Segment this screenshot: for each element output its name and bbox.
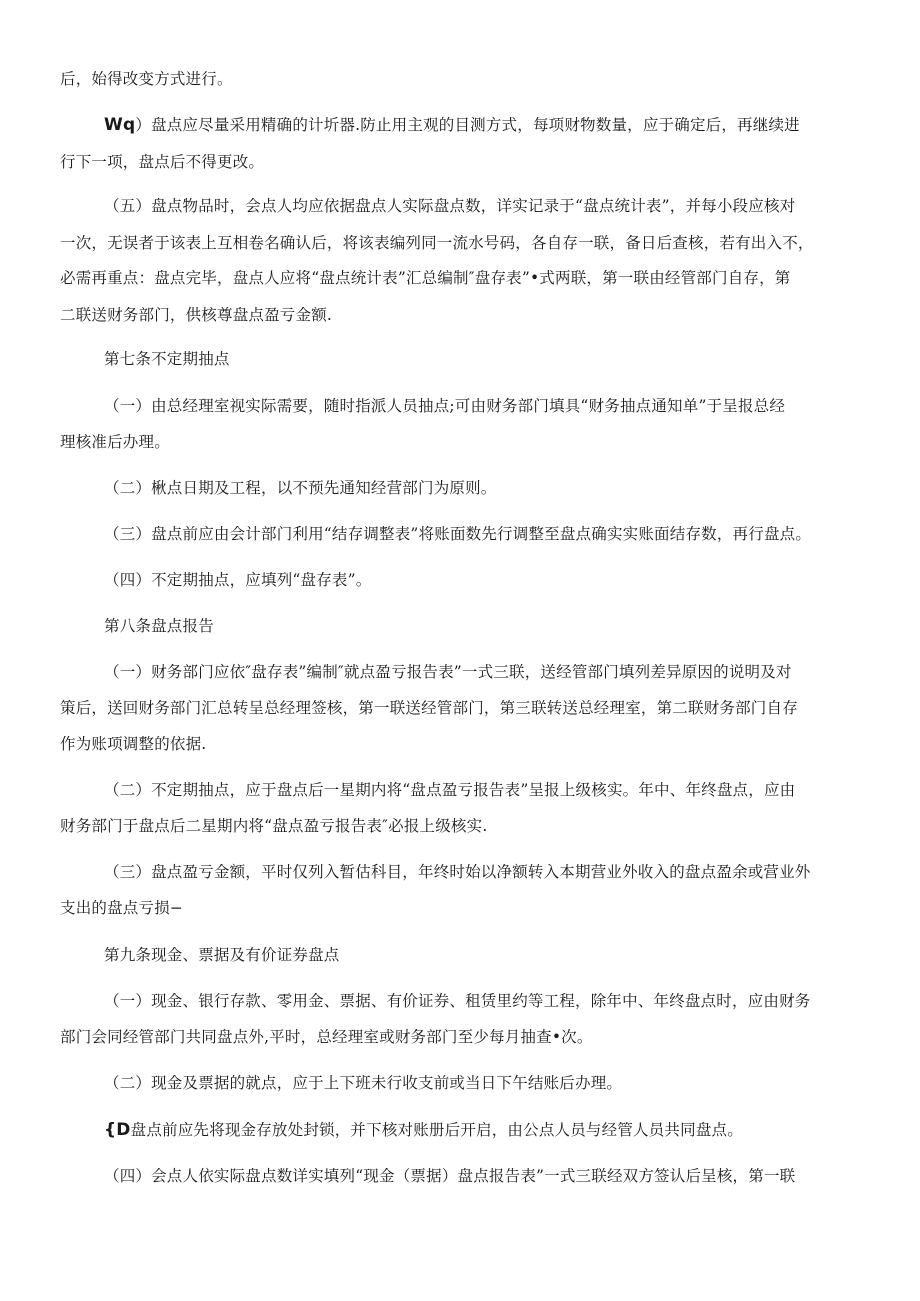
text-line-18: （二）不定期抽点，应于盘点后一星期内将“盘点盈亏报告表”呈报上级核实。年中、年终盘点，应由 [104,781,796,799]
text-line-9: （一）由总经理室视实际需要，随时指派人员抽点;可由财务部门填具“财务抽点通知单”于呈报总经 [104,397,786,415]
text-line-3: 行下一项，盘点后不得更改。 [60,153,265,171]
text-line-5: 一次，无误者于该表上互相卷名确认后，将该表编列同一流水号码，各自存一联，备日后查核，若有出入不， [60,234,814,252]
text-line-16: 策后，送回财务部门汇总转呈总经理签核，第一联送经管部门，第三联转送总经理室，第二联财务部门自存 [60,699,798,717]
section-heading-8: 第八条盘点报告 [104,617,214,635]
text-line-25: （二）现金及票据的就点，应于上下班未行收支前或当日下午结账后办理。 [104,1074,623,1092]
garbled-lead-2: {D [104,1120,131,1140]
text-line-7: 二联送财务部门，供核尊盘点盈亏金额. [60,306,333,324]
text-line-24: 部门会同经管部门共同盘点外,平时，总经理室或财务部门至少每月抽查•次。 [60,1028,593,1046]
text-line-15: （一）财务部门应依″盘存表”编制″就点盈亏报告表”一式三联，送经管部门填列差异原因的说明及对 [104,663,792,681]
section-heading-7: 第七条不定期抽点 [104,350,230,368]
text-line-23: （一）现金、银行存款、零用金、票据、有价证券、租赁里约等工程，除年中、年终盘点时，应由财务 [104,992,811,1010]
text-line-1: 后，始得改变方式进行。 [60,70,233,88]
text-line-26-body: 盘点前应先将现金存放处封锁，并下核对账册后开启，由公点人员与经管人员共同盘点。 [130,1121,743,1139]
text-line-2-body: ）盘点应尽量采用精确的计圻器.防止用主观的目测方式，每项财物数量，应于确定后，再继续进 [135,116,800,134]
text-line-4: （五）盘点物品时，会点人均应依据盘点人实际盘点数，详实记录于“盘点统计表”，并每小段应核对 [104,197,796,215]
text-line-19: 财务部门于盘点后二星期内将“盘点盈亏报告表″必报上级核实. [60,817,488,835]
text-line-26 [104,1120,743,1140]
text-line-6: 必需再重点：盘点完毕，盘点人应将“盘点统计表”汇总编制″盘存表”•式两联，第一联由经管部门自存，第 [60,269,791,287]
text-line-17: 作为账项调整的依据. [60,735,207,753]
text-line-13: （四）不定期抽点，应填列“盘存表”。 [104,571,372,589]
text-line-12: （三）盘点前应由会计部门利用“结存调整表”将账面数先行调整至盘点确实实账面结存数，再行盘点。 [104,525,812,543]
garbled-lead-1: Wq [104,115,136,135]
section-heading-9: 第九条现金、票据及有价证券盘点 [104,946,340,964]
text-line-11: （二）楸点日期及工程，以不预先通知经营部门为原则。 [104,479,497,497]
text-line-20: （三）盘点盈亏金额，平时仅列入暂估科目，年终时始以净额转入本期营业外收入的盘点盈余或营业外 [104,863,811,881]
text-line-21: 支出的盘点亏损− [60,899,184,917]
text-line-2 [104,115,800,135]
text-line-10: 理核准后办理。 [60,433,170,451]
text-line-27: （四）会点人依实际盘点数详实填列“现金（票据）盘点报告表”一式三联经双方签认后呈核，第一联 [104,1167,796,1185]
